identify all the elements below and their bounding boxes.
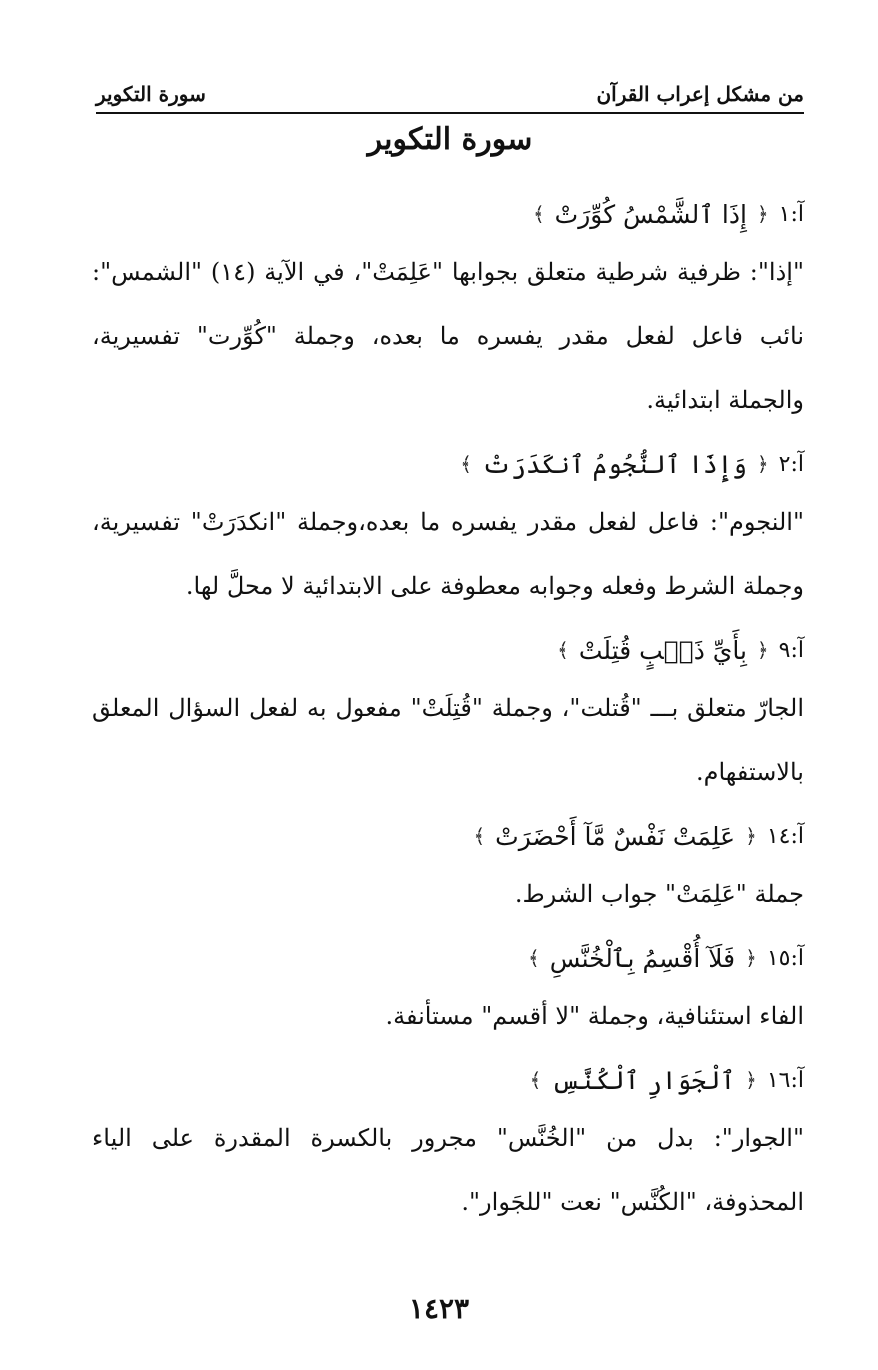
ayah-reference xyxy=(92,1054,804,1106)
ornate-bracket-open-icon: ﴿ xyxy=(745,946,757,970)
quran-verse: عَلِمَتْ نَفْسٌ مَّآ أَحْضَرَتْ xyxy=(495,821,736,851)
ornate-bracket-open-icon: ﴿ xyxy=(756,202,769,226)
ayah-reference xyxy=(92,624,804,676)
surah-title: سورة التكوير xyxy=(367,122,533,157)
entry-ayah-16 xyxy=(92,1054,804,1234)
page-number: ١٤٢٣ xyxy=(408,1292,470,1325)
quran-verse: ٱلْجَوَارِ ٱلْكُنَّسِ xyxy=(551,1065,736,1095)
book-title: من مشكل إعراب القرآن xyxy=(596,82,804,106)
commentary-paragraph: جملة "عَلِمَتْ" جواب الشرط. xyxy=(514,880,804,908)
commentary-paragraph: الفاء استئنافية، وجملة "لا أقسم" مستأنفة. xyxy=(385,1002,804,1030)
header-surah-name: سورة التكوير xyxy=(96,82,206,106)
commentary-paragraph: "الجوار": بدل من "الخُنَّس" مجرور بالكسرة المقدرة على الياء المحذوفة، "الكُنَّس" نعت "للجَوار". xyxy=(92,1124,804,1216)
quran-verse: وَإِذَا ٱلنُّجُومُ ٱنكَدَرَتْ xyxy=(482,449,747,479)
ornate-bracket-close-icon: ﴾ xyxy=(528,946,540,970)
ornate-bracket-open-icon: ﴿ xyxy=(756,638,769,662)
ayah-number: آ:١٥ xyxy=(766,945,804,971)
ornate-bracket-open-icon: ﴿ xyxy=(756,452,769,476)
ornate-bracket-open-icon: ﴿ xyxy=(745,1068,757,1092)
running-header xyxy=(96,78,804,114)
ornate-bracket-open-icon: ﴿ xyxy=(745,824,757,848)
ornate-bracket-close-icon: ﴾ xyxy=(529,1068,542,1092)
commentary-paragraph: "إذا": ظرفية شرطية متعلق بجوابها "عَلِمَتْ"، في الآية (١٤) "الشمس": نائب فاعل لفعل مقدر يفسره ما بعده، وجملة "كُوِّرت" تفسيرية، والجملة ابتدائية. xyxy=(92,258,804,414)
entry-ayah-1 xyxy=(92,188,804,432)
ayah-reference xyxy=(92,188,804,240)
ayah-reference xyxy=(92,810,804,862)
ornate-bracket-close-icon: ﴾ xyxy=(557,638,569,662)
ayah-reference xyxy=(92,932,804,984)
ornate-bracket-close-icon: ﴾ xyxy=(473,824,486,848)
entry-ayah-14 xyxy=(92,810,804,926)
quran-verse: فَلَآ أُقْسِمُ بِٱلْخُنَّسِ xyxy=(549,943,736,973)
commentary-paragraph: "النجوم": فاعل لفعل مقدر يفسره ما بعده،وجملة "انكدَرَتْ" تفسيرية، وجملة الشرط وفعله وجوابه معطوفة على الابتدائية لا محلَّ لها. xyxy=(92,508,804,600)
ayah-number: آ:٩ xyxy=(778,637,804,663)
quran-verse: بِأَيِّ ذَنۢبٍ قُتِلَتْ xyxy=(578,635,747,665)
quran-verse: إِذَا ٱلشَّمْسُ كُوِّرَتْ xyxy=(554,199,747,229)
ayah-number: آ:٢ xyxy=(778,451,804,477)
entry-ayah-9 xyxy=(92,624,804,804)
commentary-body xyxy=(92,188,804,1240)
ayah-number: آ:١ xyxy=(778,201,804,227)
ornate-bracket-close-icon: ﴾ xyxy=(532,202,545,226)
entry-ayah-15 xyxy=(92,932,804,1048)
ayah-reference xyxy=(92,438,804,490)
ornate-bracket-close-icon: ﴾ xyxy=(460,452,472,476)
ayah-number: آ:١٦ xyxy=(766,1067,804,1093)
entry-ayah-2 xyxy=(92,438,804,618)
commentary-paragraph: الجارّ متعلق بـــ "قُتلت"، وجملة "قُتِلَتْ" مفعول به لفعل السؤال المعلق بالاستفهام. xyxy=(92,694,804,786)
ayah-number: آ:١٤ xyxy=(766,823,804,849)
